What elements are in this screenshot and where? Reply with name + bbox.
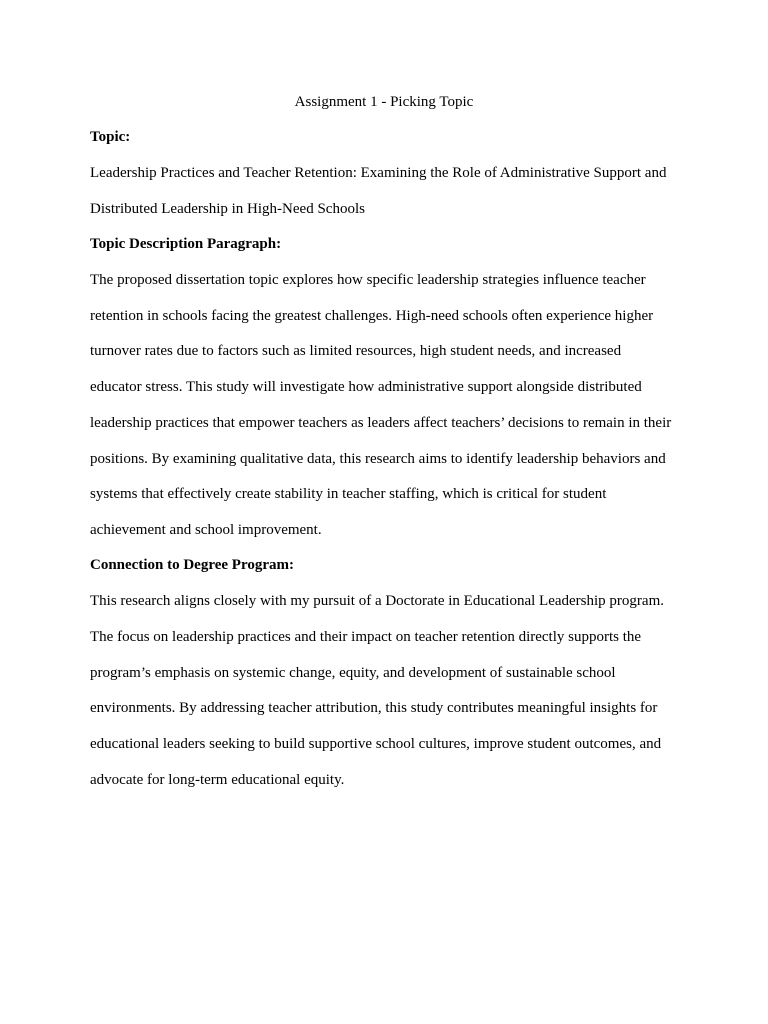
description-line: educator stress. This study will investigate how administrative support alongside distributed: [90, 379, 642, 395]
connection-heading: Connection to Degree Program:: [90, 557, 294, 573]
connection-line: program’s emphasis on systemic change, equity, and development of sustainable school: [90, 665, 616, 681]
description-heading: Topic Description Paragraph:: [90, 236, 282, 252]
description-line: systems that effectively create stability in teacher staffing, which is critical for student: [90, 486, 607, 502]
document-title: Assignment 1 - Picking Topic: [294, 94, 474, 110]
topic-line: Leadership Practices and Teacher Retention: Examining the Role of Administrative Support and: [90, 165, 667, 181]
description-line: achievement and school improvement.: [90, 522, 322, 538]
connection-line: This research aligns closely with my pursuit of a Doctorate in Educational Leadership program.: [90, 593, 664, 609]
connection-line: educational leaders seeking to build supportive school cultures, improve student outcomes, and: [90, 736, 662, 752]
topic-line: Distributed Leadership in High-Need Schools: [90, 201, 365, 217]
topic-heading: Topic:: [90, 129, 131, 145]
connection-line: The focus on leadership practices and their impact on teacher retention directly supports the: [90, 629, 642, 645]
connection-line: environments. By addressing teacher attribution, this study contributes meaningful insights for: [90, 700, 658, 716]
connection-line: advocate for long-term educational equity.: [90, 772, 345, 788]
description-line: leadership practices that empower teachers as leaders affect teachers’ decisions to remain in their: [90, 415, 672, 431]
description-line: turnover rates due to factors such as limited resources, high student needs, and increased: [90, 343, 622, 359]
description-line: retention in schools facing the greatest challenges. High-need schools often experience higher: [90, 308, 654, 324]
description-line: The proposed dissertation topic explores how specific leadership strategies influence teacher: [90, 272, 646, 288]
description-line: positions. By examining qualitative data, this research aims to identify leadership behaviors and: [90, 451, 666, 467]
